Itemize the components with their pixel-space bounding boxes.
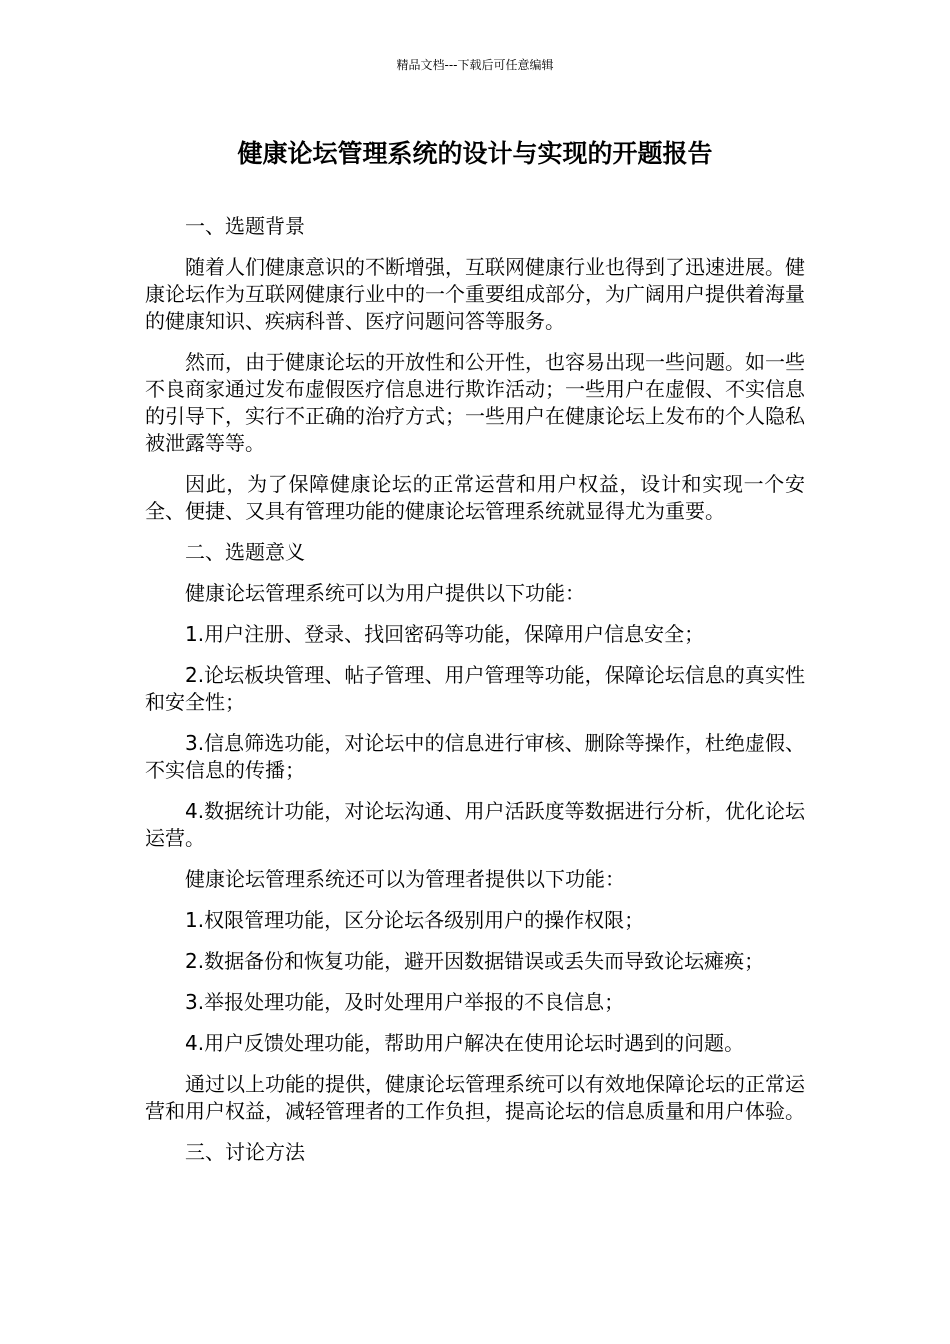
page-header: 精品文档---下载后可任意编辑	[396, 58, 554, 72]
paragraph: 随着人们健康意识的不断增强，互联网健康行业也得到了迅速进展。健康论坛作为互联网健康行业中的一个重要组成部分，为广阔用户提供着海量的健康知识、疾病科普、医疗问题问答等服务。	[145, 255, 805, 333]
section-heading-significance: 二、选题意义	[185, 540, 305, 564]
list-item: 3.信息筛选功能，对论坛中的信息进行审核、删除等操作，杜绝虚假、不实信息的传播；	[145, 731, 805, 782]
document-body	[145, 213, 805, 1180]
document-title: 健康论坛管理系统的设计与实现的开题报告	[237, 139, 713, 168]
paragraph: 健康论坛管理系统还可以为管理者提供以下功能：	[185, 867, 625, 891]
list-item: 2.论坛板块管理、帖子管理、用户管理等功能，保障论坛信息的真实性和安全性；	[145, 663, 805, 714]
paragraph: 因此，为了保障健康论坛的正常运营和用户权益，设计和实现一个安全、便捷、又具有管理功能的健康论坛管理系统就显得尤为重要。	[145, 472, 805, 523]
paragraph: 然而，由于健康论坛的开放性和公开性，也容易出现一些问题。如一些不良商家通过发布虚假医疗信息进行欺诈活动；一些用户在虚假、不实信息的引导下，实行不正确的治疗方式；一些用户在健康论坛上发布的个人隐私被泄露等等。	[145, 350, 805, 455]
list-item: 4.用户反馈处理功能，帮助用户解决在使用论坛时遇到的问题。	[185, 1031, 745, 1055]
list-item: 3.举报处理功能，及时处理用户举报的不良信息；	[185, 990, 625, 1014]
paragraph: 通过以上功能的提供，健康论坛管理系统可以有效地保障论坛的正常运营和用户权益，减轻管理者的工作负担，提高论坛的信息质量和用户体验。	[145, 1072, 805, 1123]
list-item: 4.数据统计功能，对论坛沟通、用户活跃度等数据进行分析，优化论坛运营。	[145, 799, 805, 850]
paragraph: 健康论坛管理系统可以为用户提供以下功能：	[185, 581, 585, 605]
section-heading-background: 一、选题背景	[185, 214, 305, 238]
list-item: 1.权限管理功能，区分论坛各级别用户的操作权限；	[185, 908, 645, 932]
list-item: 1.用户注册、登录、找回密码等功能，保障用户信息安全；	[185, 622, 705, 646]
section-heading-method: 三、讨论方法	[185, 1140, 305, 1164]
list-item: 2.数据备份和恢复功能，避开因数据错误或丢失而导致论坛瘫痪；	[185, 949, 765, 973]
